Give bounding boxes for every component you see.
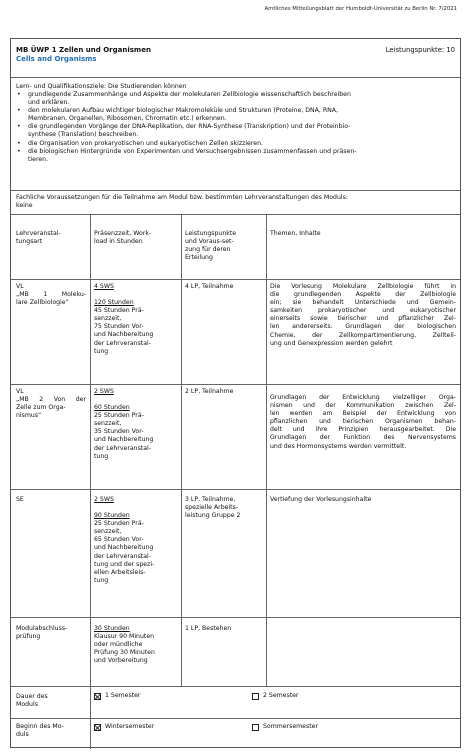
course-topics: Die Vorlesung Molekulare Zellbiologie führt in die grundlegenden Aspekte der Zellbiologie ein; sie behandelt Unterschiede und Gemein- samkeiten prokaryotischer und eukaryotischer einerseits sowie tierischer und pflanzlicher Zel- len andererseits. Grundlagen der biologischen Chemie, der Zellkompartimentierung, Zellteil- ung und Genexpression werden gelehrt	[270, 283, 456, 347]
column-header-topics: Themen, Inhalte	[270, 230, 321, 237]
column-divider	[181, 215, 182, 686]
module-title: MB ÜWP 1 Zellen und Organismen	[16, 46, 151, 54]
row-divider	[11, 686, 460, 687]
objective-item: • die Organisation von prokaryotischen und eukaryotischen Zellen skizzieren.	[16, 140, 452, 148]
column-divider	[90, 215, 91, 686]
start-winter-checkbox[interactable]	[94, 724, 101, 731]
course-workload: 2 SWS 90 Stunden 25 Stunden Prä- senzzeit, 65 Stunden Vor- und Nachbereitung der Lehrveranstal- tung und der spezi- ellen Arbeitsleis- tung	[94, 496, 155, 584]
start-summer-label: Sommersemester	[263, 723, 318, 730]
course-credit: 3 LP, Teilnahme, spezielle Arbeits- leistung Gruppe 2	[185, 496, 241, 520]
duration-2-semester-label: 2 Semester	[263, 692, 299, 699]
duration-2-semester-checkbox[interactable]	[252, 693, 259, 700]
objective-item: • grundlegende Zusammenhänge und Aspekte der molekularen Zellbiologie wissenschaftlich beschreiben und erklären.	[16, 91, 452, 107]
start-summer-checkbox[interactable]	[252, 724, 259, 731]
row-divider	[11, 718, 460, 719]
page-header: Amtliches Mitteilungsblatt der Humboldt-Universität zu Berlin Nr. 7/2021	[264, 6, 457, 12]
objective-item: • die biologischen Hintergründe von Experimenten und Versuchsergebnissen zusammenfassen und präsen- tieren.	[16, 148, 452, 164]
course-type: VL „MB 1 Moleku- lare Zellbiologie“	[16, 283, 86, 307]
column-header-credit: Leistungspunkte und Voraus-set- zung für deren Erteilung	[185, 230, 237, 262]
objective-item: • den molekularen Aufbau wichtiger biologischer Makromoleküle und Strukturen (Proteine, DNA, RNA, Membranen, Organellen, Ribosomen, Chromatin etc.) erkennen.	[16, 107, 452, 123]
row-divider	[11, 617, 460, 618]
column-header-type: Lehrveranstal- tungsart	[16, 230, 61, 246]
exam-workload: 30 Stunden Klausur 90 Minuten oder mündliche Prüfung 30 Minuten und Vorbereitung	[94, 625, 155, 665]
duration-label: Dauer des Moduls	[16, 693, 48, 709]
row-divider	[11, 489, 460, 490]
objectives-intro: Lern- und Qualifikationsziele: Die Studierenden können	[16, 83, 187, 90]
objective-item: • die grundlegenden Vorgänge der DNA-Replikation, der RNA-Synthese (Transkription) und der Proteinbio- synthese (Translation) beschreiben.	[16, 123, 452, 139]
course-type: VL „MB 2 Von der Zelle zum Orga- nismus“	[16, 388, 86, 420]
objectives-list	[16, 91, 452, 164]
duration-1-semester-label: 1 Semester	[105, 692, 141, 699]
course-workload: 2 SWS 60 Stunden 25 Stunden Prä- senzzeit, 35 Stunden Vor- und Nachbereitung der Lehrveranstal- tung	[94, 388, 154, 460]
prerequisites-value: keine	[16, 202, 33, 209]
course-topics: Grundlagen der Entwicklung vielzelliger Orga- nismen und der Kommunikation zwischen Zel- len werden am Beispiel der Entwicklung von pflanzlichen und tierischen Organismen behan- delt und ihre Prinzipien herausgearbeitet. Die Grundlagen der Funktion des Nervensystems und des Hormonsystems werden vermittelt.	[270, 394, 456, 450]
course-type: SE	[16, 496, 24, 503]
credit-points: Leistungspunkte: 10	[385, 46, 455, 54]
course-credit: 2 LP, Teilnahme	[185, 388, 234, 395]
row-divider	[11, 279, 460, 280]
module-subtitle: Cells and Organisms	[16, 55, 97, 63]
row-divider	[11, 384, 460, 385]
column-divider	[266, 215, 267, 686]
start-label: Beginn des Mo- duls	[16, 723, 64, 739]
prerequisites-section	[11, 191, 460, 215]
course-topics: Vertiefung der Vorlesungsinhalte	[270, 496, 372, 503]
duration-1-semester-checkbox[interactable]	[94, 693, 101, 700]
course-credit: 4 LP, Teilnahme	[185, 283, 234, 290]
exam-label: Modulabschluss- prüfung	[16, 625, 68, 641]
course-workload: 4 SWS 120 Stunden 45 Stunden Prä- senzzeit, 75 Stunden Vor- und Nachbereitung der Lehrveranstal- tung	[94, 283, 154, 355]
start-winter-label: Wintersemester	[105, 723, 155, 730]
objectives-section	[11, 78, 460, 191]
column-header-time: Präsenzzeit, Work- load in Stunden	[94, 230, 152, 246]
module-table	[10, 38, 461, 748]
module-title-section	[11, 39, 460, 78]
prerequisites-label: Fachliche Voraussetzungen für die Teilnahme am Modul bzw. bestimmten Lehrveranstaltungen des Moduls:	[16, 194, 348, 201]
exam-credit: 1 LP, Bestehen	[185, 625, 232, 632]
